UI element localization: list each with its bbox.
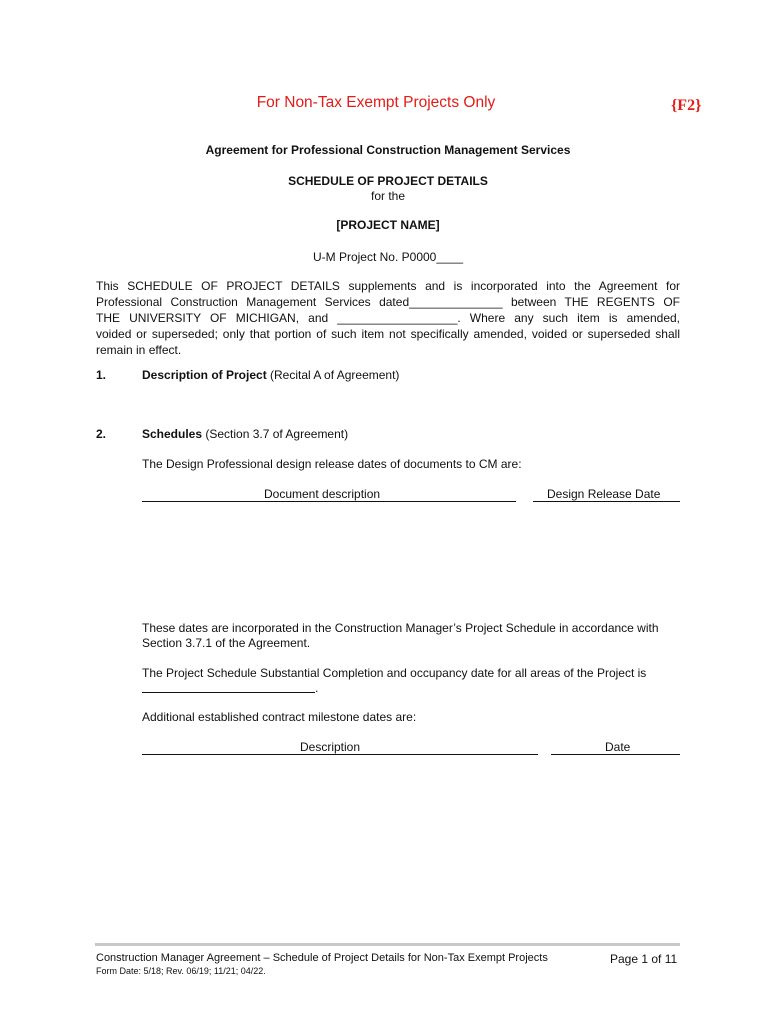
agreement-title: Agreement for Professional Construction Management Services: [205, 143, 571, 157]
intro-line: THE UNIVERSITY OF MICHIGAN, and __________________. Where any such item is amended,: [96, 311, 680, 325]
section-1-title: [142, 368, 399, 382]
completion-date-blank: [142, 692, 315, 693]
milestones-intro: Additional established contract milestone dates are:: [142, 710, 417, 724]
intro-line: voided or superseded; only that portion of such item not specifically amended, voided or superseded shall: [96, 327, 680, 341]
milestone-date-header: [551, 740, 680, 755]
document-description-header: [142, 487, 516, 502]
section-1-heading: Description of Project: [142, 368, 267, 382]
section-2-title: [142, 427, 348, 441]
schedule-title: SCHEDULE OF PROJECT DETAILS: [288, 174, 488, 188]
milestone-description-label: Description: [300, 740, 361, 754]
design-release-date-label: Design Release Date: [547, 487, 661, 501]
section-2-heading: Schedules: [142, 427, 203, 441]
document-description-label: Document description: [264, 487, 381, 501]
milestone-description-header: [142, 740, 538, 755]
for-the-label: for the: [370, 189, 406, 203]
completion-period: .: [315, 681, 319, 695]
page-number: Page 1 of 11: [610, 952, 678, 966]
footer-divider: [95, 943, 680, 946]
incorporated-line: Section 3.7.1 of the Agreement.: [142, 636, 311, 650]
form-code: {F2}: [671, 97, 702, 114]
milestone-date-label: Date: [605, 740, 631, 754]
section-1-number: 1.: [96, 368, 107, 382]
section-2-reference: (Section 3.7 of Agreement): [202, 427, 349, 441]
completion-date-text: The Project Schedule Substantial Completion and occupancy date for all areas of the Project is: [142, 666, 647, 680]
project-number: U-M Project No. P0000____: [312, 250, 464, 264]
tax-status-banner: For Non-Tax Exempt Projects Only: [256, 94, 496, 111]
footer-form-date: Form Date: 5/18; Rev. 06/19; 11/21; 04/22.: [96, 966, 266, 976]
intro-line: This SCHEDULE OF PROJECT DETAILS supplements and is incorporated into the Agreement for: [96, 279, 680, 293]
design-release-intro: The Design Professional design release dates of documents to CM are:: [142, 457, 522, 471]
project-name-placeholder: [PROJECT NAME]: [336, 218, 440, 232]
intro-paragraph: [96, 278, 680, 358]
section-1-reference: (Recital A of Agreement): [266, 368, 400, 382]
intro-line: remain in effect.: [96, 343, 182, 357]
footer-title: Construction Manager Agreement – Schedule of Project Details for Non-Tax Exempt Projects: [96, 952, 548, 964]
intro-line: Professional Construction Management Services dated______________ between THE REGENTS OF: [96, 295, 680, 309]
incorporated-line: These dates are incorporated in the Construction Manager’s Project Schedule in accordance with: [142, 621, 659, 635]
design-release-date-header: [533, 487, 680, 502]
section-2-number: 2.: [96, 427, 107, 441]
